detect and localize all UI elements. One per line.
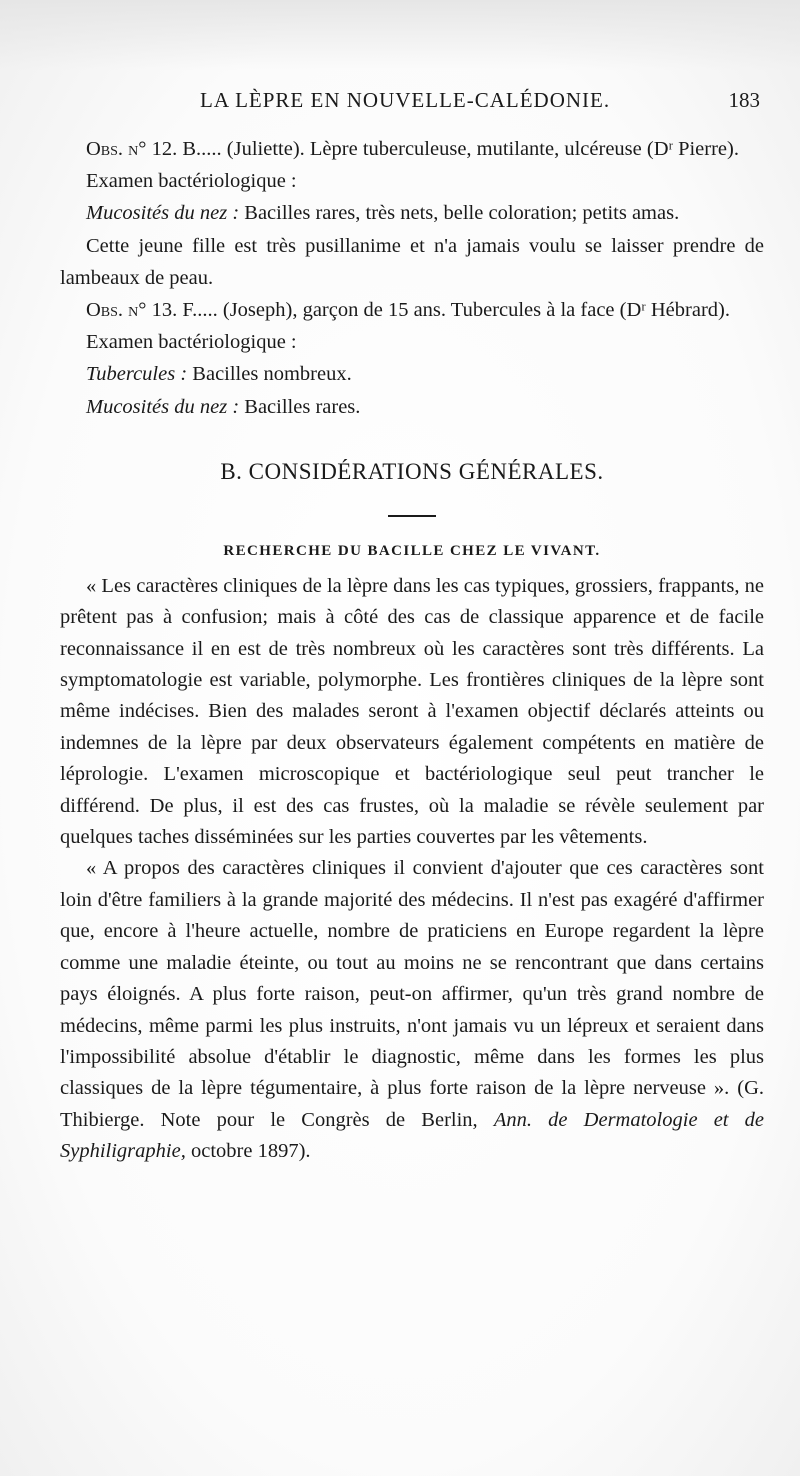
finding-text: Bacilles nombreux.	[192, 363, 352, 386]
divider-rule	[388, 515, 436, 517]
observation-12-finding	[60, 197, 764, 229]
observation-13-text: (Joseph), garçon de 15 ans. Tubercules à la face (Dʳ Hébrard).	[222, 299, 730, 322]
running-head: LA LÈPRE EN NOUVELLE-CALÉDONIE.	[200, 88, 611, 112]
quotation-paragraph-1: « Les caractères cliniques de la lèpre dans les cas typiques, grossiers, frappants, ne prêtent pas à confusion; mais à côté des cas de classique apparence et de facile reconnaissance il en est de très nombreux où les caractères sont très différents. La symptomatologie est variable, polymorphe. Les frontières cliniques de la lèpre sont même indécises. Bien des malades seront à l'examen objectif déclarés atteints ou indemnes de la lèpre par deux observateurs également compétents en matière de léprologie. L'examen microscopique et bactériologique seul peut trancher le différend. De plus, il est des cas frustes, où la maladie se révèle seulement par quelques taches disséminées sur les parties couvertes par les vêtements.	[60, 574, 764, 849]
section-title: B. CONSIDÉRATIONS GÉNÉRALES.	[220, 458, 604, 484]
quotation-text: « A propos des caractères cliniques il convient d'ajouter que ces caractères sont loin d'être familiers à la grande majorité des médecins. Il n'est pas exagéré d'affirmer que, encore à l'heure actuelle, nombre de praticiens en Europe regardent la lèpre comme une maladie éteinte, ou tout au moins ne se rencontrant que dans certains pays éloignés. A plus forte raison, peut-on affirmer, qu'un très grand nombre de médecins, même parmi les plus instruits, n'ont jamais vu un lépreux et seraient dans l'impossibilité absolue d'établir le diagnostic, même dans les formes les plus classiques de la lèpre tégumentaire, à plus forte raison de la lèpre nerveuse ». (G. Thibierge. Note pour le Congrès de Berlin,	[60, 857, 764, 1131]
page-header	[200, 88, 760, 122]
finding-text: Bacilles rares.	[244, 395, 361, 418]
quotation-paragraph-2	[60, 853, 764, 1167]
finding-label: Mucosités du nez :	[86, 395, 240, 418]
journal-title: Ann. de Dermatologie et de Syphiligraphie,	[60, 1108, 765, 1163]
observation-12-label: Obs. n° 12. B.....	[86, 138, 222, 160]
observation-12-exam: Examen bactériologique :	[86, 170, 297, 193]
finding-text: Bacilles rares, très nets, belle coloration; petits amas.	[244, 202, 680, 225]
observation-13	[60, 294, 764, 326]
observation-12-note: Cette jeune fille est très pusillanime et n'a jamais voulu se laisser prendre de lambeaux de peau.	[60, 234, 764, 289]
observation-13-finding-2	[60, 391, 764, 423]
finding-label: Tubercules :	[86, 363, 188, 386]
finding-label: Mucosités du nez :	[86, 202, 240, 225]
page-number: 183	[728, 88, 760, 112]
observation-12	[60, 133, 764, 165]
citation-date: octobre 1897).	[190, 1140, 311, 1163]
page-body	[60, 133, 764, 1168]
observation-12-text: (Juliette). Lèpre tuberculeuse, mutilante, ulcéreuse (Dʳ Pierre).	[226, 138, 739, 160]
observation-13-exam: Examen bactériologique :	[86, 331, 297, 354]
section-subtitle: RECHERCHE DU BACILLE CHEZ LE VIVANT.	[223, 542, 601, 559]
observation-13-label: Obs. n° 13. F.....	[86, 299, 218, 322]
observation-13-finding-1	[60, 358, 764, 390]
